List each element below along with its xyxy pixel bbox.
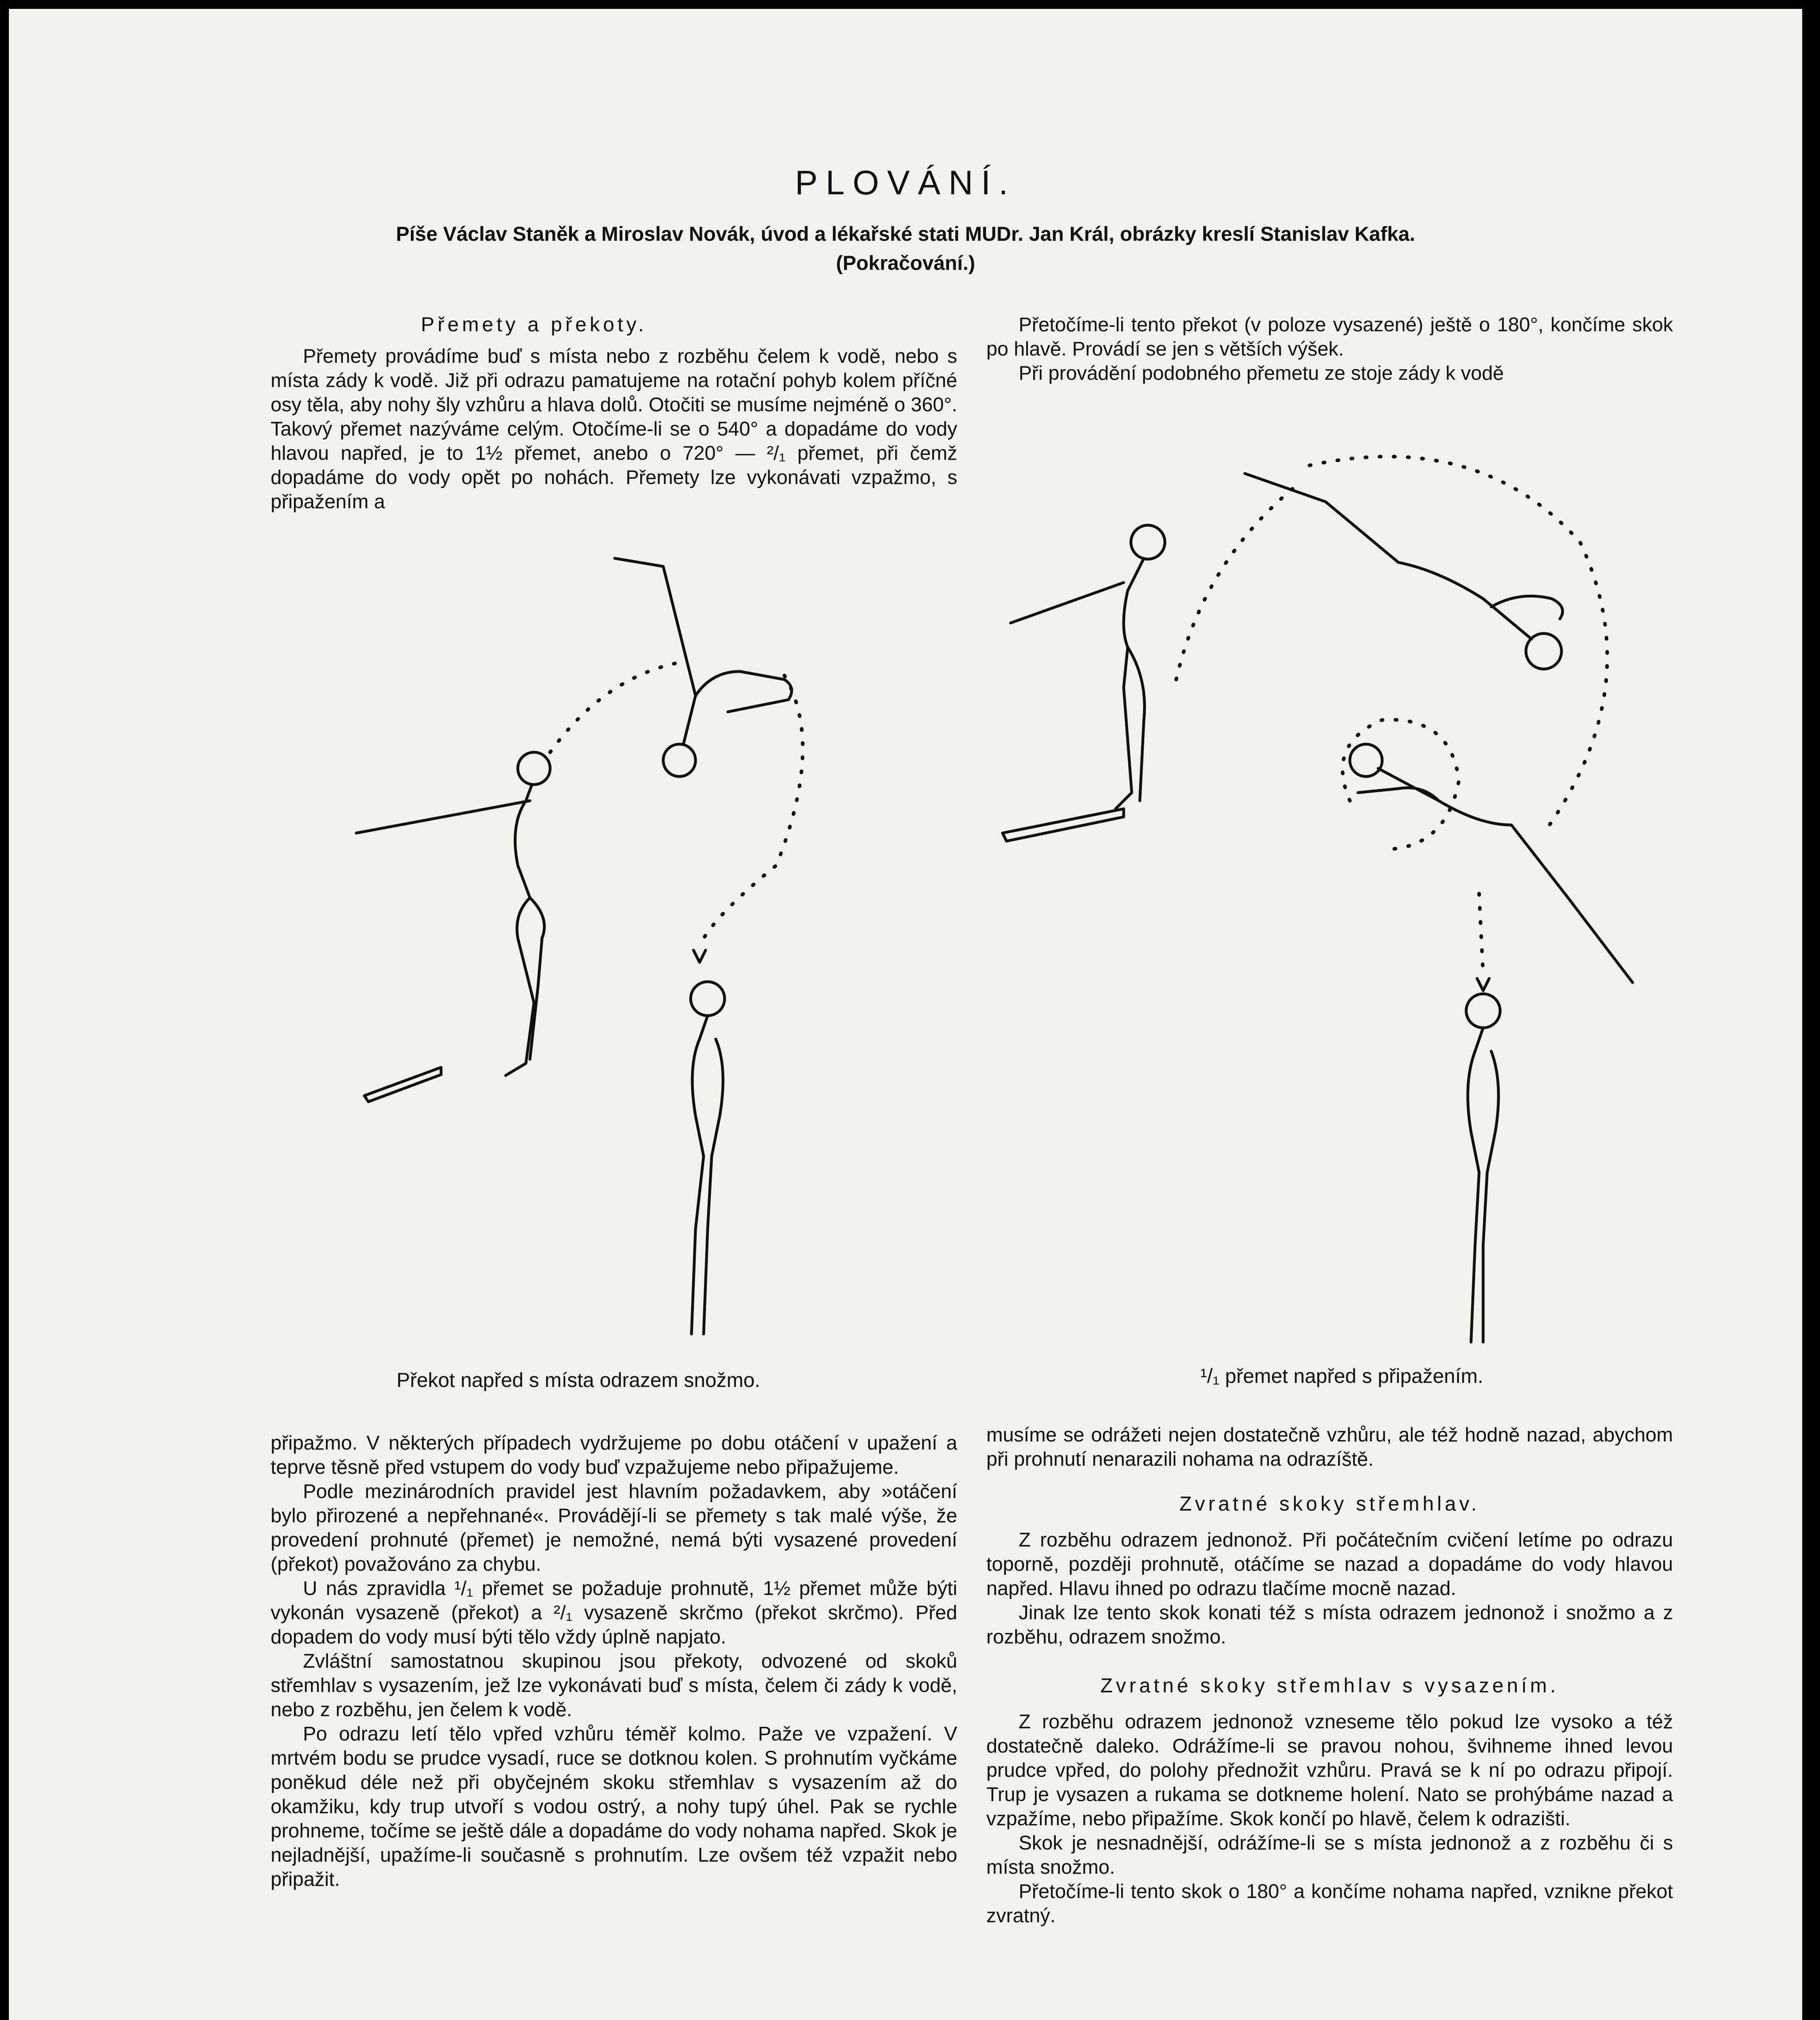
paragraph: Skok je nesnadnější, odrážíme-li se s místa jednonož a z rozběhu či s místa snožmo.: [986, 1832, 1673, 1878]
section-heading-zvratne-vysazenim: Zvratné skoky střemhlav s vysazením.: [1100, 1674, 1559, 1697]
trajectory-loop: [1309, 457, 1607, 833]
figure-pike: [615, 558, 792, 776]
intro-column-right: [986, 313, 1673, 385]
figure-vertical-entry: [1466, 994, 1500, 1342]
caption-left: Překot napřed s místa odrazem snožmo.: [396, 1369, 761, 1391]
paragraph: musíme se odrážeti nejen dostatečně vzhůru, ale též hodně nazad, abychom při prohnutí nenarazili nohama na odrazíště.: [986, 1424, 1673, 1470]
paragraph: Podle mezinárodních pravidel jest hlavním požadavkem, aby »otáčení bylo přirozené a nepřehnané«. Provádějí-li se přemety s tak malé výše, že provedení prohnuté (přemet) je nemožné, nemá býti vysazené provedení (překot) považováno za chybu.: [271, 1481, 957, 1575]
illustration-back-somersault: [994, 437, 1661, 1350]
paragraph: připažmo. V některých případech vydržujeme po dobu otáčení v upažení a teprve těsně před vstupem do vody buď vzpažujeme nebo připažujeme.: [271, 1432, 957, 1478]
magazine-page: [9, 9, 1802, 2020]
section-heading-zvratne: Zvratné skoky střemhlav.: [1179, 1492, 1480, 1515]
continuation-note: (Pokračování.): [836, 252, 975, 274]
illustration-front-somersault: [340, 542, 865, 1350]
body-column-left: [271, 1431, 957, 1892]
arrow-down-icon: [694, 950, 706, 962]
body-column-right: [986, 1423, 1673, 1928]
arrow-down-icon: [1477, 978, 1489, 991]
section-heading-premety: Přemety a překoty.: [421, 313, 647, 336]
paragraph: Přetočíme-li tento skok o 180° a končíme nohama napřed, vznikne překot zvratný.: [986, 1881, 1673, 1927]
figure-takeoff: [356, 752, 550, 1075]
byline: Píše Václav Staněk a Miroslav Novák, úvod a lékařské stati MUDr. Jan Král, obrázky kreslí Stanislav Kafka.: [396, 223, 1415, 245]
figure-entry: [691, 982, 725, 1334]
trajectory-descent: [700, 675, 803, 946]
paragraph: Po odrazu letí tělo vpřed vzhůru téměř kolmo. Paže ve vzpažení. V mrtvém bodu se prudce vysadí, ruce se dotknou kolen. S prohnutím vyčkáme poněkud déle než při obyčejném skoku střemhlav s vysazením až do okamžiku, kdy trup utvoří s vodou ostrý, a nohy tupý úhel. Pak se rychle prohneme, točíme se ještě dále a dopadáme do vody nohama napřed. Skok je nejladnější, upažíme-li současně s prohnutím. Lze ovšem též vzpažit nebo připažit.: [271, 1723, 957, 1890]
trajectory-arc: [550, 663, 675, 752]
paragraph: Z rozběhu odrazem jednonož. Při počátečním cvičení letíme po odrazu toporně, později prohnutě, otáčíme se nazad a dopadáme do vody hlavou napřed. Hlavu ihned po odrazu tlačíme mocně nazad.: [986, 1529, 1673, 1599]
trajectory-descent-back: [1479, 894, 1483, 974]
figure-arched: [1245, 473, 1563, 669]
trajectory-arc-back: [1176, 482, 1301, 680]
paragraph: Při provádění podobného přemetu ze stoje zády k vodě: [1019, 362, 1504, 384]
paragraph: Z rozběhu odrazem jednonož vzneseme tělo pokud lze vysoko a též dostatečně daleko. Odrážíme-li se pravou nohou, švihneme ihned levou prudce vpřed, do polohy přednožit vzhůru. Pravá se k ní po odrazu připojí. Trup je vysazen a rukama se dotkneme holení. Nato se prohýbáme nazad a vzpažíme, nebo připažíme. Skok končí po hlavě, čelem k odrazišti.: [986, 1711, 1673, 1830]
paragraph: U nás zpravidla ¹/₁ přemet se požaduje prohnutě, 1½ přemet může býti vykonán vysazeně (překot) a ²/₁ vysazeně skrčmo (překot skrčmo). Před dopadem do vody musí býti tělo vždy úplně napjato.: [271, 1578, 957, 1648]
paragraph: Přetočíme-li tento překot (v poloze vysazené) ještě o 180°, končíme skok po hlavě. Provádí se jen s větších výšek.: [986, 314, 1673, 360]
intro-column-left: [271, 344, 957, 514]
springboard-left: [364, 1067, 441, 1102]
paragraph: Jinak lze tento skok konati též s místa odrazem jednonož i snožmo a z rozběhu, odrazem snožmo.: [986, 1602, 1673, 1648]
caption-right: ¹/₁ přemet napřed s připažením.: [1200, 1365, 1484, 1387]
paragraph: Zvláštní samostatnou skupinou jsou překoty, odvozené od skoků střemhlav s vysazením, jež lze vykonávati buď s místa, čelem či zády k vodě, nebo z rozběhu, jen čelem k vodě.: [271, 1650, 957, 1721]
page-title: PLOVÁNÍ.: [795, 164, 1016, 202]
springboard-right: [1002, 809, 1124, 841]
figure-backward-takeoff: [1011, 525, 1165, 809]
paragraph: Přemety provádíme buď s místa nebo z rozběhu čelem k vodě, nebo s místa zády k vodě. Již při odrazu pamatujeme na rotační pohyb kolem příčné osy těla, aby nohy šly vzhůru a hlava dolů. Otočiti se musíme nejméně o 360°. Takový přemet nazýváme celým. Otočíme-li se o 540° a dopadáme do vody hlavou napřed, je to 1½ přemet, anebo o 720° — ²/₁ přemet, při čemž dopadáme do vody opět po nohách. Přemety lze vykonávati vzpažmo, s připažením a: [271, 345, 957, 513]
figure-rotating: [1350, 744, 1633, 983]
trajectory-circle: [1343, 720, 1459, 849]
